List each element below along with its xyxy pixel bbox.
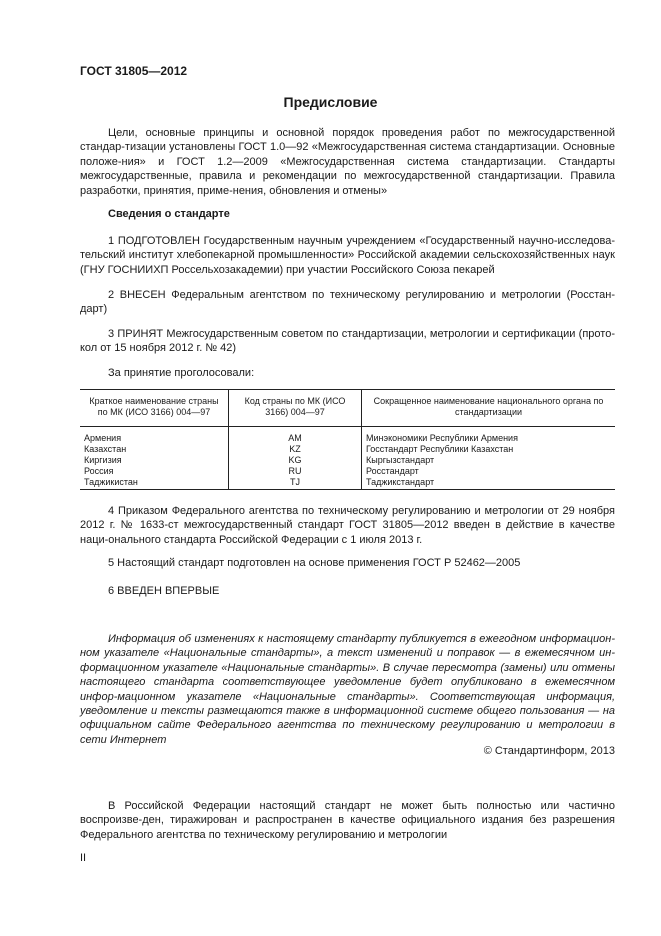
rights-paragraph: В Российской Федерации настоящий стандарт не может быть полностью или частично воспроизве-ден, тиражирован и распространен в качестве официального издания без разрешения Федерального агентства по техническому регулированию и метрологии	[80, 800, 615, 841]
table-row	[80, 466, 615, 477]
item-4-paragraph: 4 Приказом Федерального агентства по техническому регулированию и метрологии от 29 ноября 2012 г. № 1633-ст межгосударственный стандарт ГОСТ 31805—2012 введен в действие в качестве наци-онального стандарта Российской Федерации с 1 июля 2013 г.	[80, 505, 615, 546]
intro-paragraph: Цели, основные принципы и основной порядок проведения работ по межгосударственной стандар-тизации установлены ГОСТ 1.0—92 «Межгосударственная система стандартизации. Основные положе-ния» и ГОСТ 1.2—2009 «Межгосударственная система стандартизации. Стандарты межгосударственные, правила и рекомендации по межгосударственной стандартизации. Правила разработки, принятия, приме-нения, обновления и отмены»	[80, 127, 615, 197]
standards-body-cell: Минэкономики Республики Армения	[362, 427, 616, 445]
table-row	[80, 427, 615, 445]
document-id: ГОСТ 31805—2012	[80, 64, 188, 78]
vote-table	[80, 389, 615, 490]
country-code-cell: TJ	[229, 477, 362, 490]
item-2-paragraph: 2 ВНЕСЕН Федеральным агентством по техническому регулированию и метрологии (Росстан-дарт)	[80, 289, 615, 316]
column-header-standards-body: Сокращенное наименование национального органа по стандартизации	[362, 390, 616, 427]
country-name-cell: Таджикистан	[80, 477, 229, 490]
item-1-paragraph: 1 ПОДГОТОВЛЕН Государственным научным учреждением «Государственный научно-исследова-тельский институт хлебопекарной промышленности» Российской академии сельскохозяйственных наук (ГНУ ГОСНИИХП Россельхозакадемии) при участии Российского Союза пекарей	[80, 235, 615, 276]
standards-body-cell: Таджикстандарт	[362, 477, 616, 490]
country-code-cell: KG	[229, 455, 362, 466]
country-name-cell: Казахстан	[84, 444, 127, 454]
column-header-country-code: Код страны по МК (ИСО 3166) 004—97	[229, 390, 362, 427]
table-row	[80, 455, 615, 466]
section-heading: Сведения о стандарте	[108, 208, 230, 220]
table-row	[80, 477, 615, 490]
information-notice: Информация об изменениях к настоящему стандарту публикуется в ежегодном информацион-ном указателе «Национальные стандарты», а текст изменений и поправок — в ежемесячном ин-формационном указателе «Национальные стандарты». В случае пересмотра (замены) или отмены настоящего стандарта соответствующее уведомление будет опубликовано в ежемесячном инфор-мационном указателе «Национальные стандарты». Соответствующая информация, уведомление и тексты размещаются также в информационной системе общего пользования — на официальном сайте Федерального агентства по техническому регулированию и метрологии в сети Интернет	[80, 633, 615, 746]
standards-body-cell: Госстандарт Республики Казахстан	[362, 444, 616, 455]
table-row	[80, 444, 615, 455]
page-title: Предисловие	[283, 94, 378, 110]
item-5-paragraph: 5 Настоящий стандарт подготовлен на основе применения ГОСТ Р 52462—2005	[108, 557, 521, 569]
country-code-cell: AM	[229, 427, 362, 445]
country-code-cell: RU	[229, 466, 362, 477]
column-header-country-name: Краткое наименование страны по МК (ИСО 3166) 004—97	[80, 390, 229, 427]
country-name-cell: Россия	[84, 466, 114, 476]
item-3-paragraph: 3 ПРИНЯТ Межгосударственным советом по стандартизации, метрологии и сертификации (прото-кол от 15 ноября 2012 г. № 42)	[80, 328, 615, 355]
standards-body-cell: Росстандарт	[362, 466, 616, 477]
standards-body-cell: Кыргызстандарт	[362, 455, 616, 466]
copyright-line: © Стандартинформ, 2013	[483, 745, 615, 757]
vote-table-header-row	[80, 390, 615, 427]
page-number: II	[80, 852, 87, 864]
country-name-cell: Киргизия	[84, 455, 122, 465]
item-6-paragraph: 6 ВВЕДЕН ВПЕРВЫЕ	[108, 585, 220, 597]
country-code-cell: KZ	[229, 444, 362, 455]
country-name-cell: Армения	[84, 433, 122, 443]
vote-caption: За принятие проголосовали:	[108, 367, 255, 379]
